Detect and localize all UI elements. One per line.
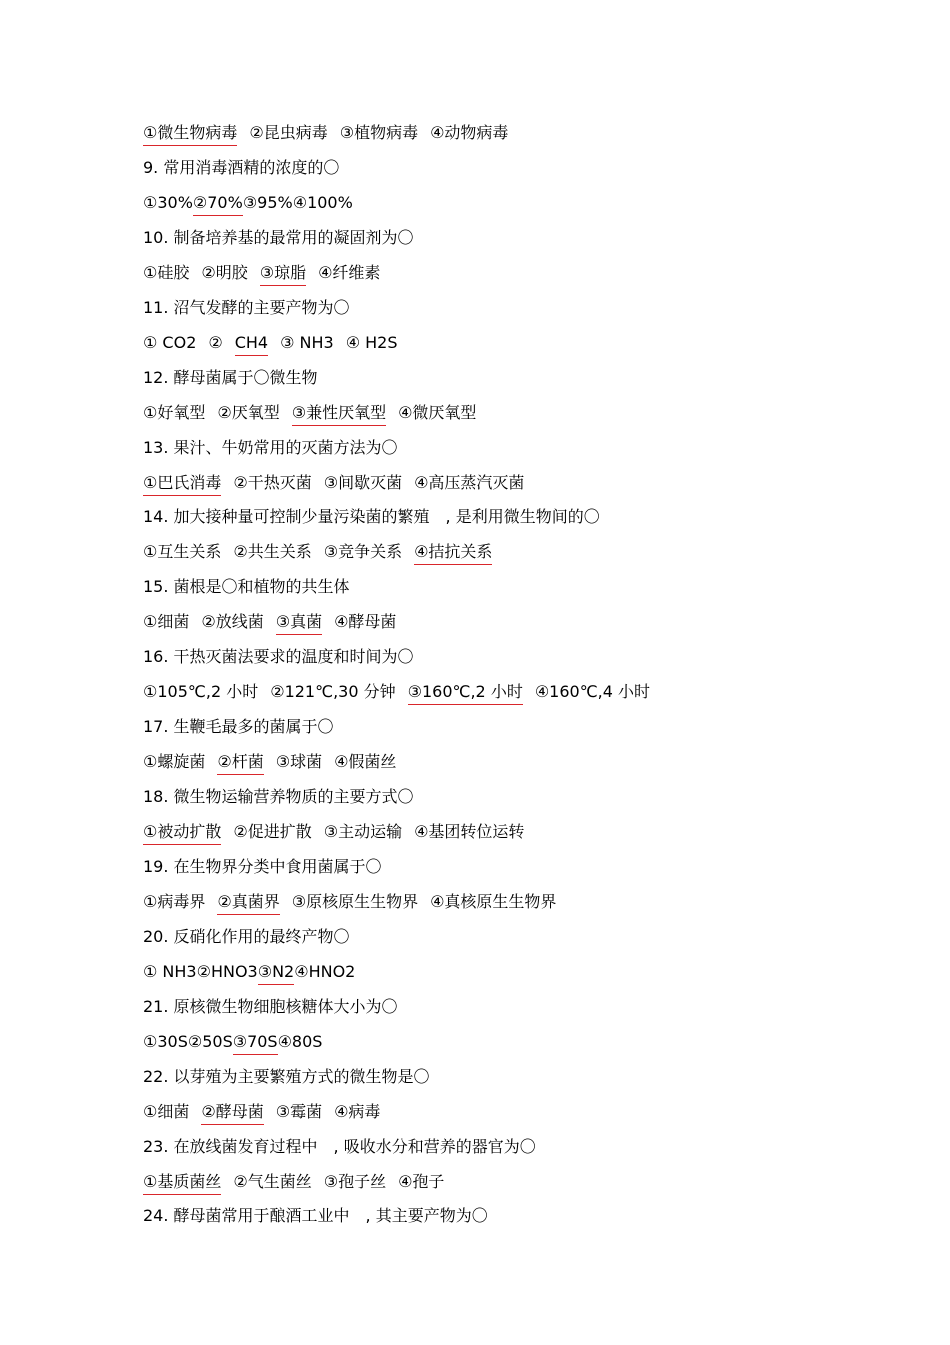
answer-option: ④动物病毒 [430,123,509,142]
answer-option: ②明胶 [201,262,248,282]
question-text: 16. 干热灭菌法要求的温度和时间为〇 [143,647,414,667]
answer-options [143,468,536,498]
question-text: 18. 微生物运输营养物质的主要方式〇 [143,787,414,807]
question-text: 12. 酵母菌属于〇微生物 [143,367,318,387]
correct-answer-option: ④拮抗关系 [414,541,492,565]
correct-answer-option: ①被动扩散 [143,821,221,845]
answer-option: ③竞争关系 [323,542,403,562]
answer-options [143,747,408,777]
answer-option: ②气生菌丝 [233,1171,312,1191]
correct-answer-option: ②杆菌 [217,751,263,775]
answer-option: ①互生关系 [143,542,222,562]
answer-option: ④HNO2 [294,961,356,981]
answer-option: ②共生关系 [233,542,312,562]
answer-option: ④假菌丝 [334,752,397,772]
answer-option: ③间歇灭菌 [323,472,403,492]
answer-option: ① NH3 [143,961,197,981]
question-text: 21. 原核微生物细胞核糖体大小为〇 [143,996,398,1016]
answer-option: ③原核原生生物界 [291,891,419,911]
correct-answer-option: ③琼脂 [260,262,306,286]
answer-options [143,607,408,637]
answer-option: ④纤维素 [318,262,381,282]
answer-option: ③ NH3 [280,332,334,352]
answer-option: ①30S [143,1031,188,1051]
question-text: 17. 生鞭毛最多的菌属于〇 [143,717,334,737]
answer-option: ②干热灭菌 [233,472,312,492]
answer-option: ③95% [242,192,293,212]
question-text: 11. 沼气发酵的主要产物为〇 [143,297,350,317]
answer-options [143,188,353,218]
answer-option: ②厌氧型 [217,402,280,422]
answer-option: ④160℃,4 小时 [534,682,651,702]
question-text: 9. 常用消毒酒精的浓度的〇 [143,157,340,177]
question-text: 22. 以芽殖为主要繁殖方式的微生物是〇 [143,1066,430,1086]
correct-answer-option: ①基质菌丝 [143,1171,221,1195]
answer-option: ①病毒界 [143,891,206,911]
answer-option: ②121℃,30 分钟 [270,682,396,702]
question-text: 20. 反硝化作用的最终产物〇 [143,926,350,946]
answer-option: ②HNO3 [196,961,258,981]
correct-answer-option: ③N2 [258,961,295,985]
answer-options [143,957,355,987]
correct-answer-option: ③160℃,2 小时 [408,681,523,705]
correct-answer-option: CH4 [235,332,268,356]
correct-answer-option: ②70% [193,192,243,216]
answer-option: ④100% [292,192,353,212]
correct-answer-option: ②真菌界 [217,891,279,915]
correct-answer-option: ③兼性厌氧型 [292,402,386,426]
answer-option: ④高压蒸汽灭菌 [414,472,525,492]
answer-option: ①好氧型 [143,402,206,422]
answer-option: ④真核原生生物界 [430,891,557,911]
answer-options [143,1167,456,1197]
answer-option: ②50S [187,1031,233,1051]
answer-option: ④80S [277,1031,323,1051]
answer-options [143,118,520,148]
answer-options [143,328,410,358]
question-text: 13. 果汁、牛奶常用的灭菌方法为〇 [143,437,398,457]
question-text: 14. 加大接种量可控制少量污染菌的繁殖 , 是利用微生物间的〇 [143,507,600,527]
question-text: 15. 菌根是〇和植物的共生体 [143,577,350,597]
answer-option: ②促进扩散 [233,822,312,841]
question-text: 19. 在生物界分类中食用菌属于〇 [143,856,382,876]
answer-option: ③霉菌 [275,1101,323,1121]
correct-answer-option: ②酵母菌 [201,1101,263,1125]
answer-options [143,258,392,288]
question-text: 24. 酵母菌常用于酿酒工业中 , 其主要产物为〇 [143,1206,488,1226]
answer-option: ①硅胶 [143,262,190,282]
question-text: 10. 制备培养基的最常用的凝固剂为〇 [143,227,414,247]
answer-options [143,887,568,917]
answer-option: ④酵母菌 [334,612,397,632]
answer-options [143,817,536,847]
answer-option: ④孢子 [398,1171,445,1191]
correct-answer-option: ①微生物病毒 [143,122,237,146]
correct-answer-option: ①巴氏消毒 [143,472,221,496]
answer-options [143,1027,322,1057]
answer-options [143,398,488,428]
answer-option: ②放线菌 [201,612,264,632]
answer-option: ④微厌氧型 [398,402,477,422]
answer-option: ①30% [143,192,193,212]
answer-option: ③球菌 [275,752,323,772]
question-text: 23. 在放线菌发育过程中 , 吸收水分和营养的器官为〇 [143,1136,536,1156]
answer-option: ③孢子丝 [323,1171,387,1191]
answer-option: ② [208,332,223,352]
correct-answer-option: ③70S [233,1031,278,1055]
answer-options [143,1097,392,1127]
answer-option: ③植物病毒 [339,123,419,142]
answer-option: ① CO2 [143,332,197,352]
answer-option: ④病毒 [334,1101,381,1121]
answer-options [143,677,662,707]
answer-options [143,537,504,567]
correct-answer-option: ③真菌 [276,611,322,635]
answer-option: ③主动运输 [323,822,403,841]
answer-option: ①细菌 [143,612,190,632]
answer-option: ④基团转位运转 [414,822,525,841]
answer-option: ①螺旋菌 [143,752,206,772]
answer-option: ②昆虫病毒 [249,123,328,142]
answer-option: ①细菌 [143,1101,190,1121]
answer-option: ④ H2S [345,332,398,352]
answer-option: ①105℃,2 小时 [143,682,259,702]
